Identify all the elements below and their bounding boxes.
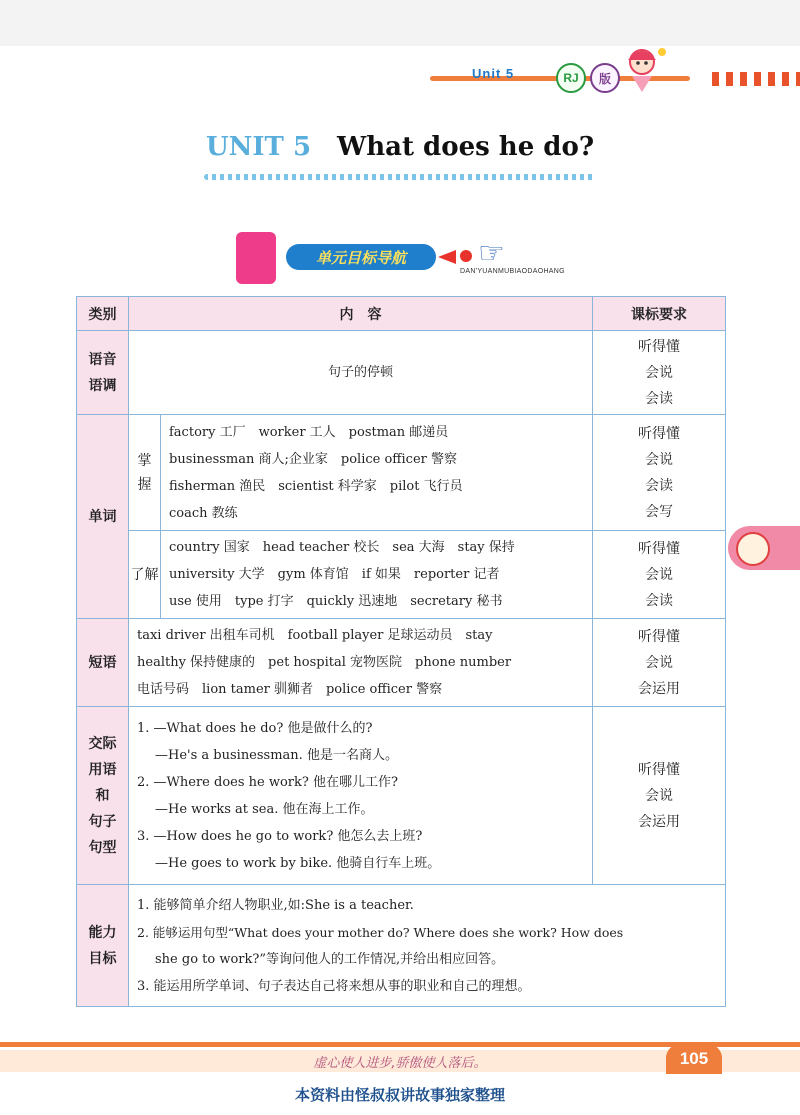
phrases-requirements: 听得懂 会说 会运用 [593,619,726,707]
vocab-master-requirements: 听得懂 会说 会读 会写 [593,415,726,531]
mascot-icon [236,232,276,284]
section-banner [228,228,568,288]
phrases-content: taxi driver 出租车司机 football player 足球运动员 stay healthy 保持健康的 pet hospital 宠物医院 phone number 电话号码 lion tamer 驯狮者 police officer 警察 [129,619,593,707]
sentences-content: 1. —What does he do? 他是做什么的? —He's a businessman. 他是一名商人。 2. —Where does he work? 他在哪儿工作? —He works at sea. 他在海上工作。 3. —How does he go to work? 他怎么去上班? —He goes to work by bike. 他骑自行车上班。 [129,707,593,885]
vocab-master-label: 掌 握 [129,415,161,531]
table-row [77,531,726,619]
header-category: 类别 [77,297,129,331]
pointing-hand-icon: ☞ [478,236,505,271]
header-requirements: 课标要求 [593,297,726,331]
banner-pinyin: DAN'YUANMUBIAODAOHANG [460,268,565,275]
cartoon-girl-icon [618,42,670,94]
vocab-understand-label: 了解 [129,531,161,619]
page-number: 105 [666,1044,722,1074]
category-sentences: 交际 用语 和 句子 句型 [77,707,129,885]
vocab-master-content: factory 工厂 worker 工人 postman 邮递员 businessman 商人;企业家 police officer 警察 fisherman 渔民 scientist 科学家 pilot 飞行员 coach 教练 [161,415,593,531]
pronunciation-requirements: 听得懂 会说 会读 [593,331,726,415]
header-checker-strip [712,72,800,86]
edition-badge: 版 [590,63,620,93]
edition-badge-rj: RJ [556,63,586,93]
header-unit-label: Unit 5 [472,66,515,81]
table-row [77,707,726,885]
sentences-requirements: 听得懂 会说 会运用 [593,707,726,885]
pronunciation-content: 句子的停顿 [129,331,593,415]
title-underline [204,174,596,180]
category-ability: 能力 目标 [77,885,129,1007]
table-row [77,885,726,1007]
title-question: What does he do? [337,132,595,162]
header-content: 内 容 [129,297,593,331]
category-phrases: 短语 [77,619,129,707]
category-pronunciation: 语音 语调 [77,331,129,415]
title-unit: UNIT 5 [205,132,312,162]
unit-goals-table [76,296,726,1007]
footer-motto: 虚心使人进步,骄傲使人落后。 [313,1056,487,1071]
ability-content: 1. 能够简单介绍人物职业,如:She is a teacher. 2. 能够运用句型“What does your mother do? Where does she work? How does she go to work?”等询问他人的工作情况,并给出相应回答。 3. 能运用所学单词、句子表达自己将来想从事的职业和自己的理想。 [129,885,726,1007]
footer-note: 本资料由怪叔叔讲故事独家整理 [294,1086,505,1104]
table-row [77,619,726,707]
header-background [0,0,800,46]
category-vocabulary: 单词 [77,415,129,619]
table-row [77,415,726,531]
cartoon-face-icon [736,532,770,566]
table-row [77,331,726,415]
table-header-row [77,297,726,331]
banner-label: 单元目标导航 [286,244,436,270]
vocab-understand-content: country 国家 head teacher 校长 sea 大海 stay 保持 university 大学 gym 体育馆 if 如果 reporter 记者 use 使用 type 打字 quickly 迅速地 secretary 秘书 [161,531,593,619]
vocab-understand-requirements: 听得懂 会说 会读 [593,531,726,619]
arrow-icon [438,250,456,264]
page-title [0,132,800,162]
pin-icon [460,250,472,262]
